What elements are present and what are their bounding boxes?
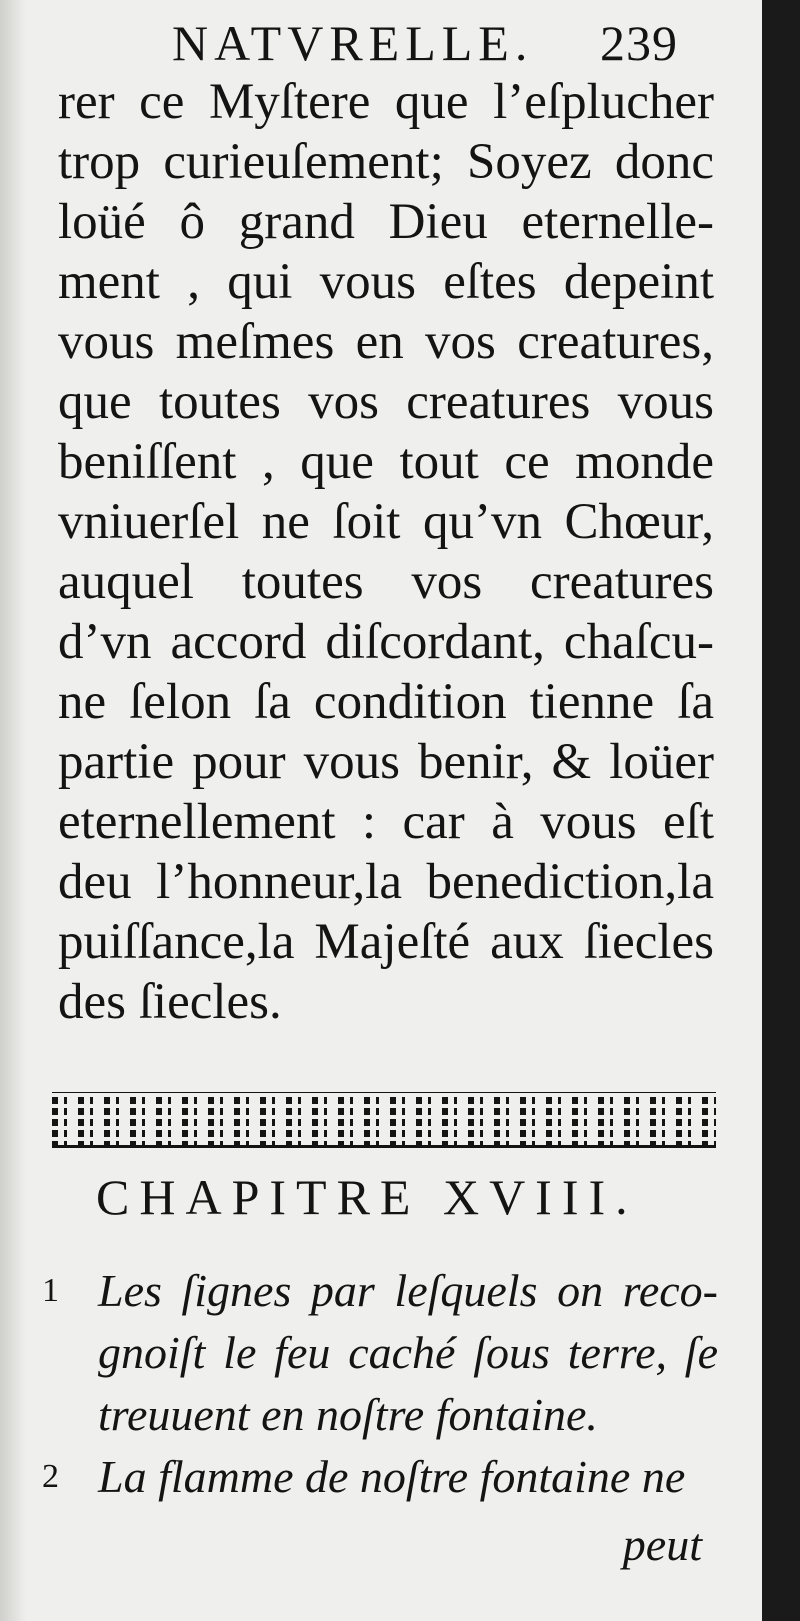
summary-item-number: 2 <box>42 1458 59 1495</box>
chapter-heading: CHAPITRE XVIII. <box>96 1169 638 1225</box>
body-line: deu l’honneur,la benediction,la <box>58 854 714 910</box>
body-line: auquel toutes vos creatures <box>58 554 714 610</box>
body-line: beniſſent , que tout ce monde <box>58 434 714 490</box>
body-line: ment , qui vous eſtes depeint <box>58 254 714 310</box>
summary-line: treuuent en noſtre fontaine. <box>98 1389 598 1440</box>
body-line: partie pour vous benir, & loüer <box>58 734 714 790</box>
summary-item <box>42 1260 718 1446</box>
running-header <box>172 14 678 72</box>
body-line: vous meſmes en vos creatures, <box>58 314 714 370</box>
body-line: rer ce Myſtere que l’eſplucher <box>58 74 714 130</box>
body-line: trop curieuſement; Soyez donc <box>58 134 714 190</box>
body-line: loüé ô grand Dieu eternelle- <box>58 194 714 250</box>
body-line: puiſſance,la Majeſté aux ſiecles <box>58 914 714 970</box>
body-line: vniuerſel ne ſoit qu’vn Chœur, <box>58 494 714 550</box>
summary-line: La flamme de noſtre fontaine ne <box>98 1451 686 1502</box>
summary-line: Les ſignes par leſquels on reco- <box>98 1265 718 1316</box>
page-number: 239 <box>600 15 678 71</box>
catchword: peut <box>622 1519 702 1570</box>
page-gutter-shadow <box>0 0 26 1621</box>
summary-item-number: 1 <box>42 1272 59 1309</box>
body-line: que toutes vos creatures vous <box>58 374 714 430</box>
body-text <box>58 72 714 1032</box>
summary-line: gnoiſt le feu caché ſous terre, ſe <box>98 1327 718 1378</box>
body-line: d’vn accord diſcordant, chaſcu- <box>58 614 714 670</box>
body-line: eternellement : car à vous eſt <box>58 794 714 850</box>
chapter-summary <box>42 1260 718 1508</box>
body-line: ne ſelon ſa condition tienne ſa <box>58 674 714 730</box>
running-title: NATVRELLE. <box>172 15 534 71</box>
decorative-ornament-band <box>52 1092 716 1148</box>
summary-item <box>42 1446 718 1508</box>
body-line: des ſiecles. <box>58 974 282 1030</box>
